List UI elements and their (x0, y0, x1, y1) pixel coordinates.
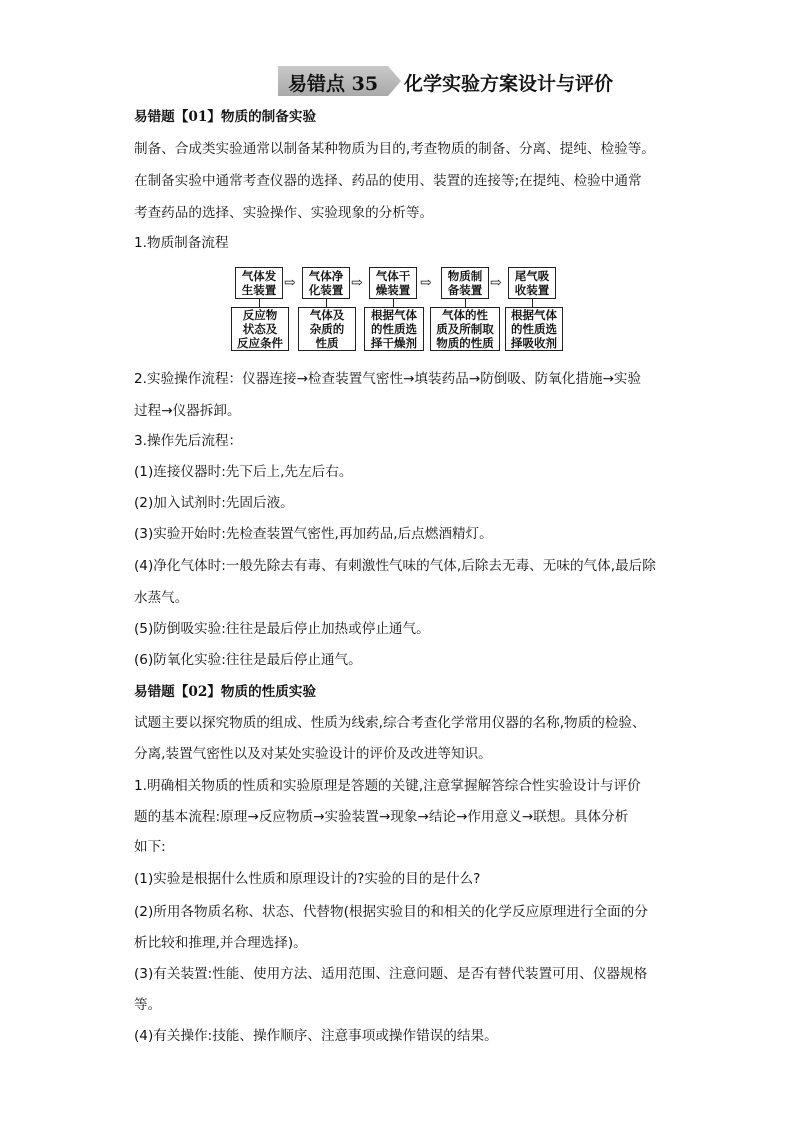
paragraph: 考查药品的选择、实验操作、实验现象的分析等。 (134, 205, 434, 221)
section-heading-2: 易错题【02】物质的性质实验 (134, 684, 317, 700)
title-label: 易错点 35 (288, 73, 379, 95)
flow-box-bottom: 根据气体 的性质选 择干燥剂 (364, 307, 424, 351)
page-title: 化学实验方案设计与评价 (404, 73, 614, 95)
paragraph: 在制备实验中通常考查仪器的选择、药品的使用、装置的连接等;在提纯、检验中通常 (134, 173, 642, 189)
flow-box-top: 气体净 化装置 (302, 267, 350, 299)
list-item: 等。 (134, 997, 162, 1013)
paragraph: 题的基本流程:原理→反应物质→实验装置→现象→结论→作用意义→联想。具体分析 (134, 809, 629, 825)
connector-line (532, 299, 533, 307)
flow-arrow: ⇨ (420, 275, 432, 291)
preparation-flowchart (231, 265, 564, 353)
flow-box-top: 物质制 备装置 (441, 267, 489, 299)
paragraph: 分离,装置气密性以及对某处实验设计的评价及改进等知识。 (134, 746, 492, 762)
flow-box-top: 气体发 生装置 (235, 267, 283, 299)
flow-arrow: ⇨ (284, 275, 296, 291)
section-heading-1: 易错题【01】物质的制备实验 (134, 109, 317, 125)
list-item: (1)连接仪器时:先下后上,先左后右。 (134, 464, 353, 480)
flow-arrow: ⇨ (351, 275, 363, 291)
flow-box-bottom: 气体及 杂质的 性质 (298, 307, 356, 351)
list-item: (3)有关装置:性能、使用方法、适用范围、注意问题、是否有替代装置可用、仪器规格 (134, 966, 648, 982)
paragraph: 试题主要以探究物质的组成、性质为线索,综合考查化学常用仪器的名称,物质的检验、 (134, 715, 646, 731)
paragraph: 如下: (134, 839, 166, 855)
connector-line (326, 299, 327, 307)
list-item: 析比较和推理,并合理选择)。 (134, 935, 307, 951)
flow-box-bottom: 反应物 状态及 反应条件 (231, 307, 289, 351)
list-item: (3)实验开始时:先检查装置气密性,再加药品,后点燃酒精灯。 (134, 526, 493, 542)
list-item: 水蒸气。 (134, 590, 189, 606)
list-item: (2)所用各物质名称、状态、代替物(根据实验目的和相关的化学反应原理进行全面的分 (134, 904, 648, 920)
list-item: (5)防倒吸实验:往往是最后停止加热或停止通气。 (134, 621, 430, 637)
paragraph: 过程→仪器拆卸。 (134, 403, 241, 419)
flow-box-top: 气体干 燥装置 (369, 267, 417, 299)
paragraph: 制备、合成类实验通常以制备某种物质为目的,考查物质的制备、分离、提纯、检验等。 (134, 141, 655, 157)
flow-box-bottom: 根据气体 的性质选 择吸收剂 (505, 307, 563, 351)
list-item: (1)实验是根据什么性质和原理设计的?实验的目的是什么? (134, 871, 481, 887)
list-item: (4)净化气体时:一般先除去有毒、有刺激性气味的气体,后除去无毒、无味的气体,最后除 (134, 558, 656, 574)
connector-line (465, 299, 466, 307)
connector-line (393, 299, 394, 307)
list-item: (4)有关操作:技能、操作顺序、注意事项或操作错误的结果。 (134, 1028, 498, 1044)
flow-box-top: 尾气吸 收装置 (508, 267, 556, 299)
paragraph: 1.明确相关物质的性质和实验原理是答题的关键,注意掌握解答综合性实验设计与评价 (134, 778, 641, 794)
list-item: (2)加入试剂时:先固后液。 (134, 495, 294, 511)
list-item: (6)防氧化实验:往往是最后停止通气。 (134, 652, 362, 668)
subheading: 2.实验操作流程：仪器连接→检查装置气密性→填装药品→防倒吸、防氧化措施→实验 (134, 371, 642, 387)
subheading: 3.操作先后流程： (134, 433, 243, 449)
flow-box-bottom: 气体的性 质及所制取 物质的性质 (430, 307, 500, 351)
subheading: 1.物质制备流程 (134, 235, 229, 251)
connector-line (259, 299, 260, 307)
flow-arrow: ⇨ (490, 275, 502, 291)
